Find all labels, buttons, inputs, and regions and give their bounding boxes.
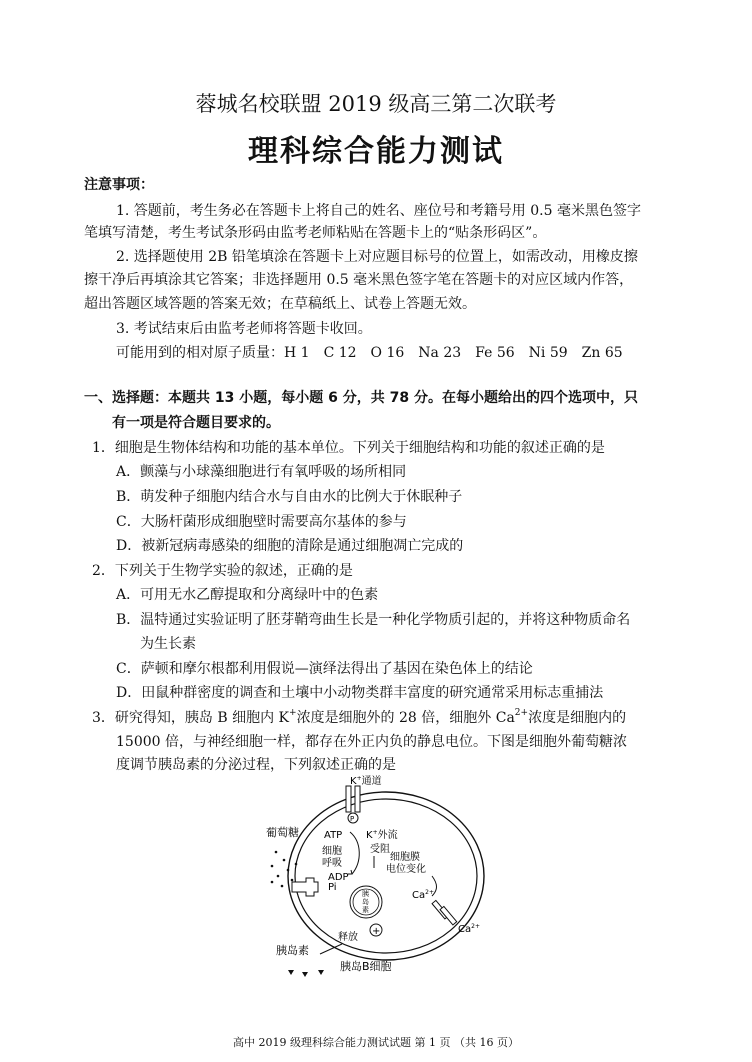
section-heading-1: 一、选择题：本题共 13 小题，每小题 6 分，共 78 分。在每小题给出的四个选项中，只: [84, 390, 638, 406]
q2-option-c: C．萨顿和摩尔根都利用假说—演绎法得出了基因在染色体上的结论: [116, 661, 533, 677]
cell-inner-membrane: [295, 799, 477, 953]
q1-option-b: B．萌发种子细胞内结合水与自由水的比例大于休眠种子: [116, 489, 463, 505]
q2-option-b1: B．温特通过实验证明了胚芽鞘弯曲生长是一种化学物质引起的，并将这种物质命名: [116, 612, 631, 628]
vesicle-text-2: 岛: [362, 898, 369, 906]
atomic-masses: 可能用到的相对原子质量：H 1 C 12 O 16 Na 23 Fe 56 Ni 59 Zn 65: [116, 345, 623, 361]
insulin-triangles: [288, 970, 324, 977]
membrane-label-2: 电位变化: [386, 864, 426, 875]
q2-option-b2: 为生长素: [140, 636, 196, 652]
k-channel-left: [346, 786, 351, 812]
glucose-transporter: [292, 878, 318, 896]
k-channel-right: [355, 786, 360, 812]
resp-label-1: 细胞: [322, 846, 342, 857]
atp-arrow: [350, 832, 359, 874]
page-footer: 高中 2019 级理科综合能力测试试题 第 1 页 （共 16 页）: [233, 1036, 519, 1049]
q2-stem: 2．下列关于生物学实验的叙述，正确的是: [92, 563, 353, 579]
k-efflux-label: K+外流: [366, 829, 398, 841]
b-cell-label: 胰岛B细胞: [340, 960, 392, 973]
vesicle-text-3: 素: [362, 906, 369, 914]
p-label: P: [350, 815, 355, 823]
k-channel-label: K+通道: [350, 775, 382, 787]
exam-title: 理科综合能力测试: [248, 134, 504, 169]
q3-stem-1: 3．研究得知，胰岛 B 细胞内 K+浓度是细胞外的 28 倍，细胞外 $Ca^{2+}$浓度是细胞内的: [92, 708, 627, 726]
q3-stem-2: 15000 倍，与神经细胞一样，都存在外正内负的静息电位。下图是细胞外葡萄糖浓: [116, 734, 627, 750]
blocked-label: 受阻: [370, 844, 390, 855]
note-1b: 笔填写清楚，考生考试条形码由监考老师粘贴在答题卡上的“贴条形码区”。: [84, 225, 547, 241]
membrane-label-1: 细胞膜: [390, 852, 420, 863]
release-label: 释放: [338, 932, 358, 943]
plus-label: +: [372, 926, 381, 937]
note-2a: 2. 选择题使用 2B 铅笔填涂在答题卡上对应题目标号的位置上，如需改动，用橡皮擦: [116, 249, 638, 265]
q1-stem: 1．细胞是生物体结构和功能的基本单位。下列关于细胞结构和功能的叙述正确的是: [92, 440, 605, 456]
exam-header: 蓉城名校联盟 2019 级高三第二次联考: [195, 92, 557, 116]
section-heading-2: 有一项是符合题目要求的。: [112, 415, 280, 431]
q1-option-c: C．大肠杆菌形成细胞壁时需要高尔基体的参与: [116, 514, 407, 530]
glucose-label: 葡萄糖: [266, 826, 299, 839]
q3-stem-3: 度调节胰岛素的分泌过程，下列叙述正确的是: [116, 757, 396, 773]
insulin-label: 胰岛素: [276, 944, 309, 957]
resp-label-2: 呼吸: [322, 858, 342, 869]
q2-option-d: D．田鼠种群密度的调查和土壤中小动物类群丰富度的研究通常采用标志重捕法: [116, 685, 604, 701]
notes-heading: 注意事项：: [84, 177, 154, 193]
ca-outside-label: $Ca^{2+}$: [458, 923, 480, 935]
ca-inside-label: $Ca^{2+}$: [412, 889, 434, 901]
pi-label: Pi: [328, 882, 337, 893]
note-1a: 1. 答题前，考生务必在答题卡上将自己的姓名、座位号和考籍号用 0.5 毫米黑色签字: [116, 203, 641, 219]
q1-option-d: D．被新冠病毒感染的细胞的清除是通过细胞凋亡完成的: [116, 538, 464, 554]
note-2b: 擦干净后再填涂其它答案；非选择题用 0.5 毫米黑色签字笔在答题卡的对应区域内作答，: [84, 272, 634, 288]
note-3: 3. 考试结束后由监考老师将答题卡收回。: [116, 321, 372, 337]
atp-label: ATP: [324, 830, 343, 841]
cell-outer-membrane: [288, 792, 484, 960]
q2-option-a: A．可用无水乙醇提取和分离绿叶中的色素: [116, 587, 379, 603]
insulin-secretion-diagram: [262, 772, 502, 984]
vesicle-text-1: 胰: [362, 890, 369, 898]
q1-option-a: A．颤藻与小球藻细胞进行有氧呼吸的场所相同: [116, 464, 407, 480]
adp-label: ADP: [328, 872, 349, 883]
note-2c: 超出答题区域答题的答案无效；在草稿纸上、试卷上答题无效。: [84, 296, 476, 312]
